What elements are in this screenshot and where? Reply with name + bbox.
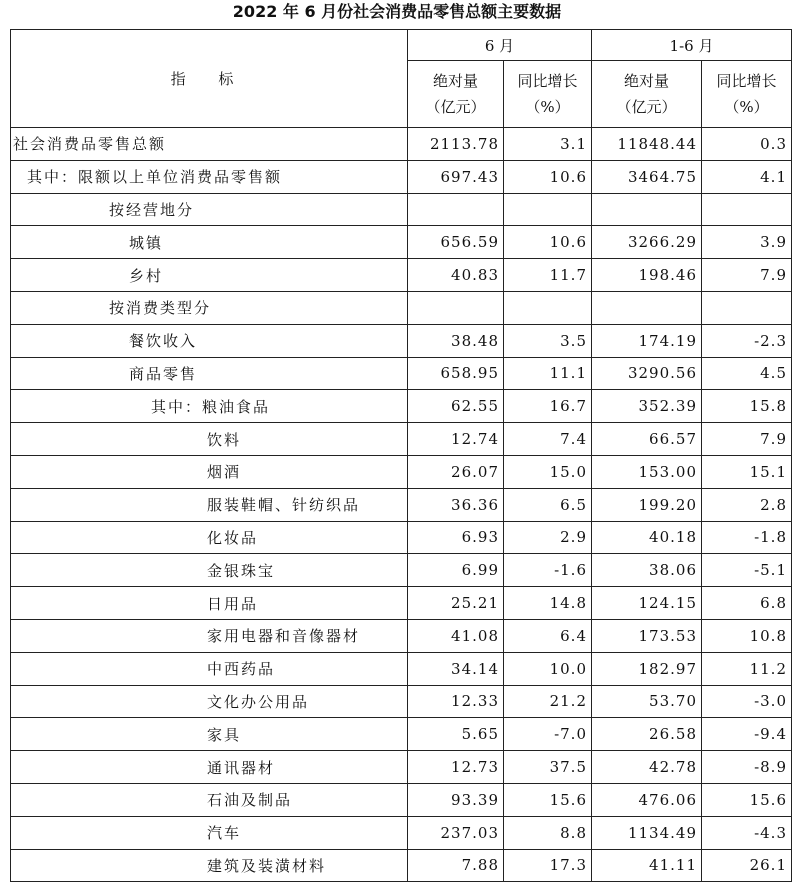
row-label: 日用品 <box>11 587 408 620</box>
ytd-yoy-cell: -2.3 <box>702 324 792 357</box>
table-row <box>11 718 792 751</box>
ytd-yoy-cell: -8.9 <box>702 751 792 784</box>
june-yoy-cell: 11.7 <box>504 259 592 292</box>
june-yoy-cell: 21.2 <box>504 685 592 718</box>
row-label: 饮料 <box>11 423 408 456</box>
header-june-yoy <box>504 61 592 128</box>
ytd-abs-cell: 3464.75 <box>592 160 702 193</box>
table-title: 2022 年 6 月份社会消费品零售总额主要数据 <box>232 2 562 21</box>
june-yoy-cell: 2.9 <box>504 521 592 554</box>
table-row <box>11 128 792 161</box>
june-yoy-cell: 14.8 <box>504 587 592 620</box>
june-abs-cell: 25.21 <box>408 587 504 620</box>
june-yoy-cell: 10.6 <box>504 226 592 259</box>
june-yoy-cell: 8.8 <box>504 816 592 849</box>
header-ytd-yoy <box>702 61 792 128</box>
june-yoy-cell: 11.1 <box>504 357 592 390</box>
june-abs-cell: 12.33 <box>408 685 504 718</box>
ytd-yoy-cell <box>702 193 792 226</box>
ytd-abs-cell: 153.00 <box>592 455 702 488</box>
june-abs-cell: 62.55 <box>408 390 504 423</box>
june-abs-cell: 12.73 <box>408 751 504 784</box>
ytd-abs-cell: 174.19 <box>592 324 702 357</box>
table-row <box>11 783 792 816</box>
june-yoy-cell <box>504 291 592 324</box>
row-label: 服装鞋帽、针纺织品 <box>11 488 408 521</box>
table-row <box>11 816 792 849</box>
row-label: 石油及制品 <box>11 783 408 816</box>
june-yoy-cell: 10.6 <box>504 160 592 193</box>
june-abs-cell: 697.43 <box>408 160 504 193</box>
ytd-yoy-cell: 3.9 <box>702 226 792 259</box>
row-label: 建筑及装潢材料 <box>11 849 408 882</box>
june-abs-cell: 38.48 <box>408 324 504 357</box>
june-yoy-cell: 6.5 <box>504 488 592 521</box>
june-abs-cell: 36.36 <box>408 488 504 521</box>
ytd-yoy-cell: 4.1 <box>702 160 792 193</box>
abs-label: 绝对量 <box>432 72 478 90</box>
june-abs-cell: 40.83 <box>408 259 504 292</box>
june-abs-cell <box>408 291 504 324</box>
abs-unit: （亿元） <box>616 98 677 116</box>
row-label: 城镇 <box>11 226 408 259</box>
ytd-yoy-cell: 2.8 <box>702 488 792 521</box>
yoy-label: 同比增长 <box>517 72 578 90</box>
ytd-yoy-cell: -5.1 <box>702 554 792 587</box>
row-label: 化妆品 <box>11 521 408 554</box>
header-indicator: 指 标 <box>11 30 408 128</box>
ytd-yoy-cell: 15.8 <box>702 390 792 423</box>
row-label: 家具 <box>11 718 408 751</box>
table-row <box>11 357 792 390</box>
row-label: 商品零售 <box>11 357 408 390</box>
row-label: 乡村 <box>11 259 408 292</box>
row-label: 按经营地分 <box>11 193 408 226</box>
ytd-abs-cell: 53.70 <box>592 685 702 718</box>
retail-sales-table <box>10 29 792 882</box>
table-row <box>11 652 792 685</box>
ytd-abs-cell: 42.78 <box>592 751 702 784</box>
june-yoy-cell: 7.4 <box>504 423 592 456</box>
table-row <box>11 193 792 226</box>
ytd-yoy-cell: 15.6 <box>702 783 792 816</box>
table-row <box>11 488 792 521</box>
june-yoy-cell: 16.7 <box>504 390 592 423</box>
ytd-abs-cell: 40.18 <box>592 521 702 554</box>
yoy-unit: （%） <box>525 98 570 116</box>
ytd-yoy-cell: 26.1 <box>702 849 792 882</box>
june-abs-cell: 2113.78 <box>408 128 504 161</box>
ytd-yoy-cell: -9.4 <box>702 718 792 751</box>
table-row <box>11 685 792 718</box>
table-row <box>11 390 792 423</box>
june-yoy-cell: 10.0 <box>504 652 592 685</box>
june-abs-cell: 41.08 <box>408 619 504 652</box>
ytd-yoy-cell: 7.9 <box>702 259 792 292</box>
table-row <box>11 751 792 784</box>
table-row <box>11 554 792 587</box>
row-label: 金银珠宝 <box>11 554 408 587</box>
header-jan-jun: 1-6 月 <box>592 30 792 61</box>
table-row <box>11 226 792 259</box>
june-yoy-cell: 15.0 <box>504 455 592 488</box>
june-abs-cell: 34.14 <box>408 652 504 685</box>
ytd-yoy-cell <box>702 291 792 324</box>
table-row <box>11 160 792 193</box>
ytd-yoy-cell: 0.3 <box>702 128 792 161</box>
row-label: 其中：限额以上单位消费品零售额 <box>11 160 408 193</box>
june-abs-cell: 6.99 <box>408 554 504 587</box>
row-label: 汽车 <box>11 816 408 849</box>
abs-unit: （亿元） <box>425 98 486 116</box>
ytd-abs-cell: 173.53 <box>592 619 702 652</box>
ytd-abs-cell: 26.58 <box>592 718 702 751</box>
ytd-abs-cell: 198.46 <box>592 259 702 292</box>
ytd-yoy-cell: 7.9 <box>702 423 792 456</box>
table-row <box>11 259 792 292</box>
ytd-yoy-cell: 10.8 <box>702 619 792 652</box>
table-row <box>11 324 792 357</box>
row-label: 其中：粮油食品 <box>11 390 408 423</box>
abs-label: 绝对量 <box>623 72 669 90</box>
table-row <box>11 423 792 456</box>
june-yoy-cell: 6.4 <box>504 619 592 652</box>
june-yoy-cell: -7.0 <box>504 718 592 751</box>
table-row <box>11 455 792 488</box>
ytd-abs-cell: 38.06 <box>592 554 702 587</box>
header-june-abs <box>408 61 504 128</box>
ytd-yoy-cell: -3.0 <box>702 685 792 718</box>
ytd-abs-cell: 1134.49 <box>592 816 702 849</box>
ytd-abs-cell: 3290.56 <box>592 357 702 390</box>
june-abs-cell: 5.65 <box>408 718 504 751</box>
june-abs-cell <box>408 193 504 226</box>
row-label: 餐饮收入 <box>11 324 408 357</box>
ytd-abs-cell <box>592 291 702 324</box>
ytd-abs-cell: 41.11 <box>592 849 702 882</box>
ytd-abs-cell: 476.06 <box>592 783 702 816</box>
ytd-yoy-cell: 4.5 <box>702 357 792 390</box>
june-abs-cell: 26.07 <box>408 455 504 488</box>
ytd-abs-cell: 352.39 <box>592 390 702 423</box>
ytd-yoy-cell: -1.8 <box>702 521 792 554</box>
ytd-yoy-cell: 6.8 <box>702 587 792 620</box>
june-yoy-cell: 3.1 <box>504 128 592 161</box>
june-abs-cell: 12.74 <box>408 423 504 456</box>
row-label: 中西药品 <box>11 652 408 685</box>
june-yoy-cell: 37.5 <box>504 751 592 784</box>
yoy-unit: （%） <box>724 98 769 116</box>
header-june: 6 月 <box>408 30 592 61</box>
table-row <box>11 849 792 882</box>
june-abs-cell: 93.39 <box>408 783 504 816</box>
june-yoy-cell: -1.6 <box>504 554 592 587</box>
ytd-yoy-cell: -4.3 <box>702 816 792 849</box>
row-label: 烟酒 <box>11 455 408 488</box>
june-yoy-cell <box>504 193 592 226</box>
june-abs-cell: 237.03 <box>408 816 504 849</box>
june-yoy-cell: 17.3 <box>504 849 592 882</box>
yoy-label: 同比增长 <box>716 72 777 90</box>
june-abs-cell: 7.88 <box>408 849 504 882</box>
june-abs-cell: 6.93 <box>408 521 504 554</box>
june-yoy-cell: 3.5 <box>504 324 592 357</box>
ytd-abs-cell: 199.20 <box>592 488 702 521</box>
ytd-abs-cell <box>592 193 702 226</box>
row-label: 社会消费品零售总额 <box>11 128 408 161</box>
table-row <box>11 291 792 324</box>
row-label: 文化办公用品 <box>11 685 408 718</box>
ytd-abs-cell: 3266.29 <box>592 226 702 259</box>
table-row <box>11 521 792 554</box>
june-yoy-cell: 15.6 <box>504 783 592 816</box>
table-row <box>11 587 792 620</box>
header-ytd-abs <box>592 61 702 128</box>
ytd-abs-cell: 66.57 <box>592 423 702 456</box>
header-row-period <box>11 30 792 61</box>
ytd-yoy-cell: 15.1 <box>702 455 792 488</box>
row-label: 家用电器和音像器材 <box>11 619 408 652</box>
row-label: 按消费类型分 <box>11 291 408 324</box>
table-row <box>11 619 792 652</box>
ytd-abs-cell: 124.15 <box>592 587 702 620</box>
ytd-abs-cell: 182.97 <box>592 652 702 685</box>
ytd-abs-cell: 11848.44 <box>592 128 702 161</box>
ytd-yoy-cell: 11.2 <box>702 652 792 685</box>
row-label: 通讯器材 <box>11 751 408 784</box>
june-abs-cell: 656.59 <box>408 226 504 259</box>
june-abs-cell: 658.95 <box>408 357 504 390</box>
